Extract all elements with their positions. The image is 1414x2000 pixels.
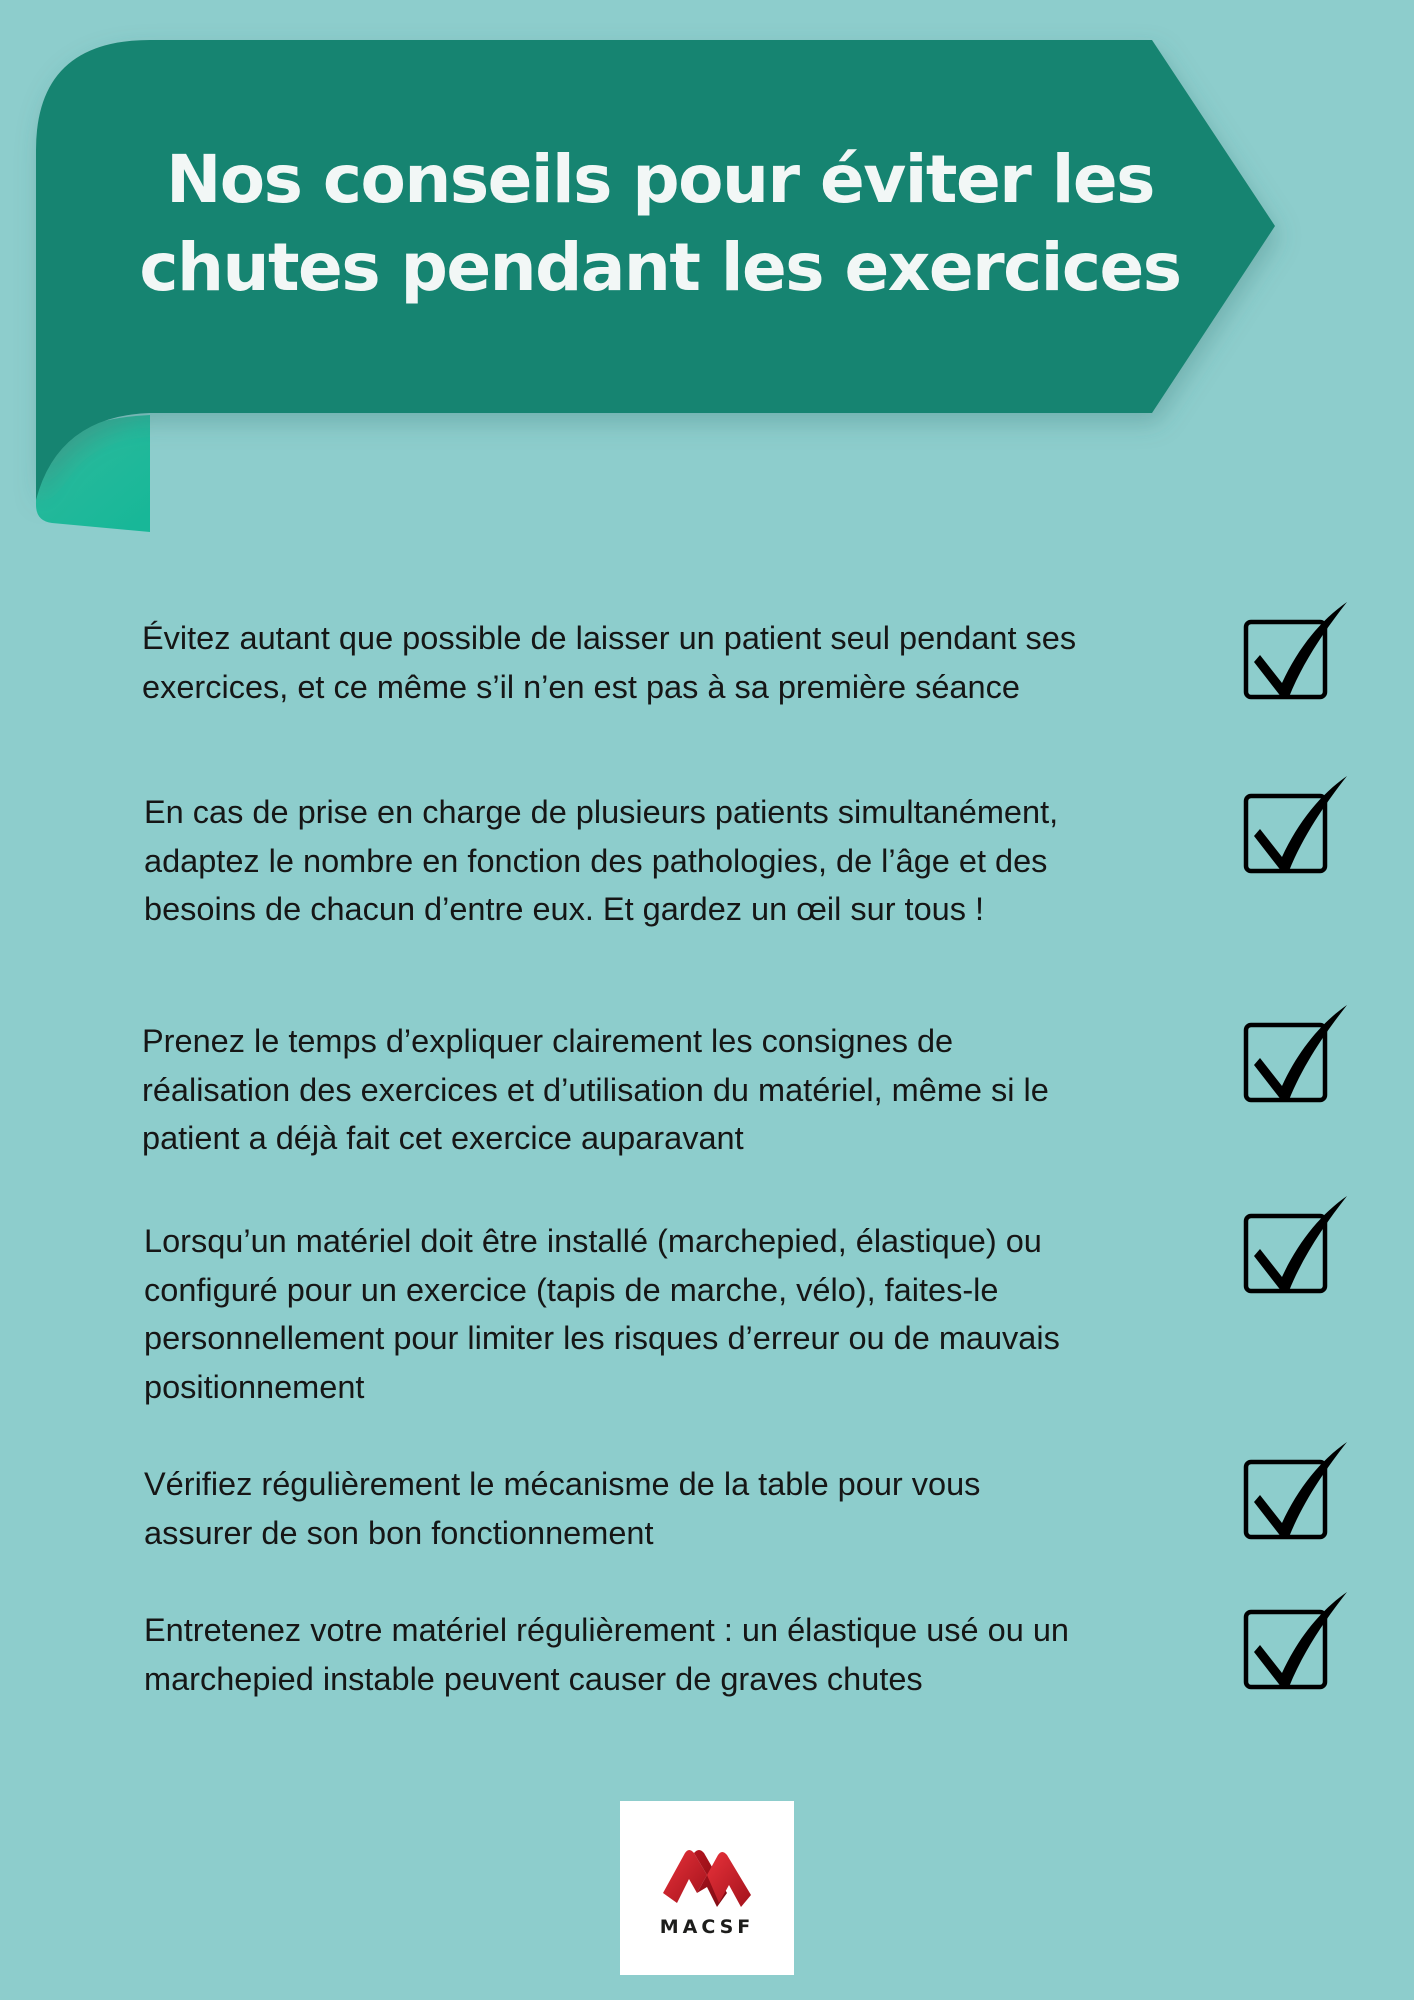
tip-line: assurer de son bon fonctionnement bbox=[144, 1514, 654, 1551]
page-title-line-2: chutes pendant les exercices bbox=[139, 229, 1181, 306]
checkbox-checked-icon bbox=[1243, 602, 1351, 702]
tip-line: configuré pour un exercice (tapis de marche, vélo), faites-le bbox=[144, 1271, 999, 1308]
tip-line: Évitez autant que possible de laisser un patient seul pendant ses bbox=[142, 620, 1077, 656]
tip-line: Entretenez votre matériel régulièrement : un élastique usé ou un bbox=[144, 1612, 1069, 1648]
tip-line: exercices, et ce même s’il n’en est pas à sa première séance bbox=[142, 668, 1020, 705]
tip-line: Vérifiez régulièrement le mécanisme de la table pour vous bbox=[144, 1466, 981, 1502]
tip-line: marchepied instable peuvent causer de graves chutes bbox=[144, 1660, 923, 1697]
tip-text bbox=[142, 1017, 1202, 1163]
page-title-line-1: Nos conseils pour éviter les bbox=[166, 141, 1154, 218]
tip-text bbox=[144, 1217, 1204, 1411]
tip-line: personnellement pour limiter les risques d’erreur ou de mauvais bbox=[144, 1320, 1060, 1356]
tip-text bbox=[144, 1460, 1204, 1557]
checkbox-checked-icon bbox=[1243, 776, 1351, 876]
macsf-logo-icon bbox=[661, 1847, 753, 1907]
tip-line: réalisation des exercices et d’utilisation du matériel, même si le bbox=[142, 1071, 1049, 1108]
tip-text bbox=[142, 614, 1202, 711]
macsf-logo bbox=[620, 1801, 794, 1975]
tip-text bbox=[144, 788, 1204, 934]
checkbox-checked-icon bbox=[1243, 1442, 1351, 1542]
tip-line: besoins de chacun d’entre eux. Et gardez un œil sur tous ! bbox=[144, 891, 985, 927]
tip-line: Prenez le temps d’expliquer clairement les consignes de bbox=[142, 1023, 954, 1059]
checkbox-checked-icon bbox=[1243, 1005, 1351, 1105]
tip-text bbox=[144, 1606, 1204, 1703]
tip-line: En cas de prise en charge de plusieurs patients simultanément, bbox=[144, 794, 1059, 830]
tip-line: adaptez le nombre en fonction des pathologies, de l’âge et des bbox=[144, 842, 1048, 879]
tip-line: Lorsqu’un matériel doit être installé (marchepied, élastique) ou bbox=[144, 1223, 1042, 1259]
checkbox-checked-icon bbox=[1243, 1196, 1351, 1296]
tip-line: positionnement bbox=[144, 1368, 365, 1405]
checkbox-checked-icon bbox=[1243, 1592, 1351, 1692]
logo-text: MACSF bbox=[659, 1916, 755, 1938]
tip-line: patient a déjà fait cet exercice auparavant bbox=[142, 1120, 744, 1156]
